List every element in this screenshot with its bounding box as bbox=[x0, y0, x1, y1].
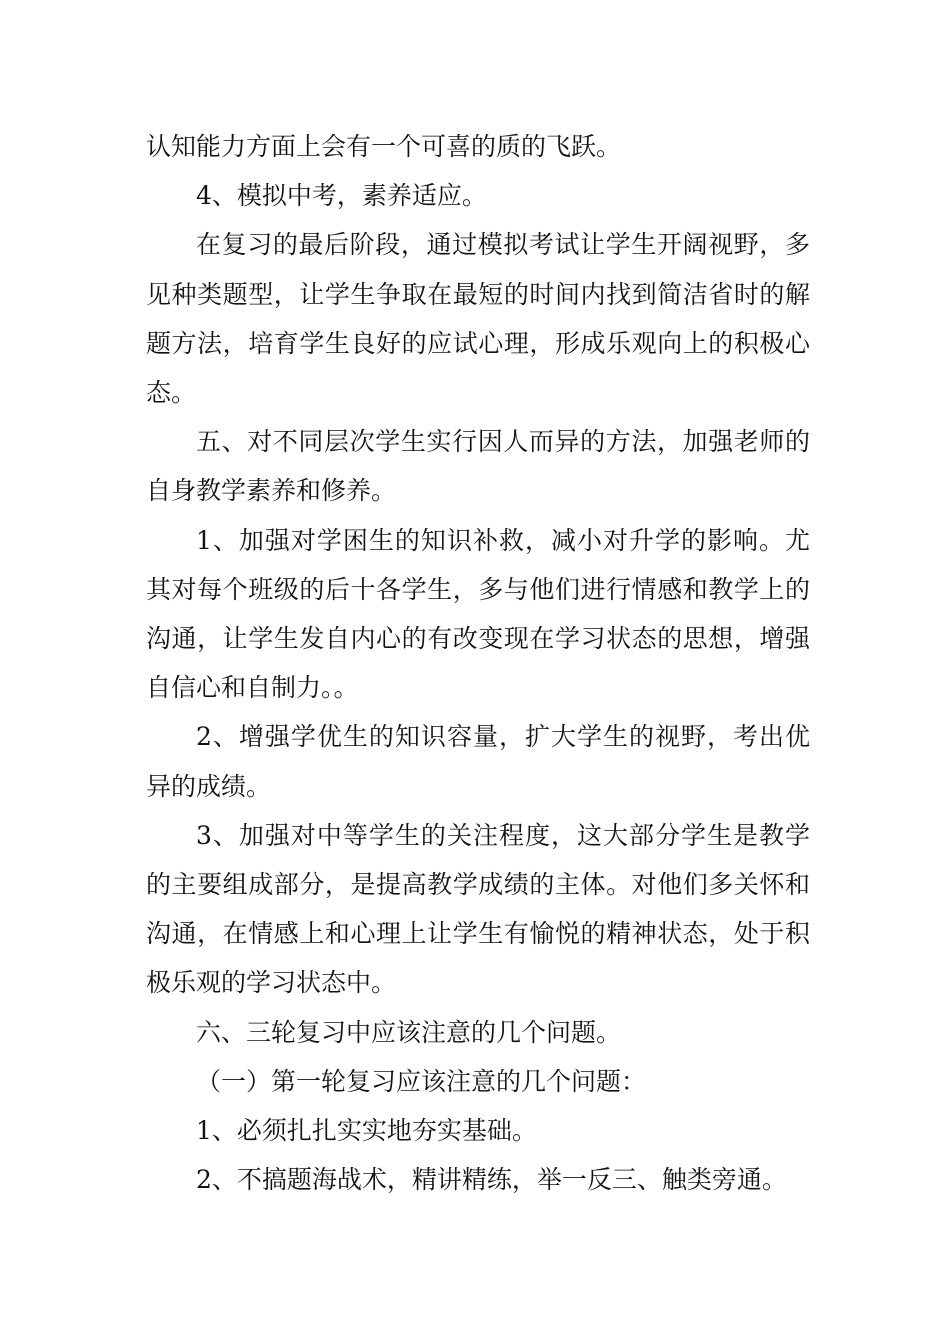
paragraph-item-3: 3、加强对中等学生的关注程度，这大部分学生是教学的主要组成部分，是提高教学成绩的主体。对他们多关怀和沟通，在情感上和心理上让学生有愉悦的精神状态，处于积极乐观的学习状态中。 bbox=[146, 820, 810, 998]
paragraph-mock-exam: 在复习的最后阶段，通过模拟考试让学生开阔视野，多见种类题型，让学生争取在最短的时间内找到简洁省时的解题方法，培育学生良好的应试心理，形成乐观向上的积极心态。 bbox=[146, 230, 810, 408]
paragraph-item-1: 1、加强对学困生的知识补救，减小对升学的影响。尤其对每个班级的后十各学生，多与他们进行情感和教学上的沟通，让学生发自内心的有改变现在学习状态的思想，增强自信心和自制力。。 bbox=[146, 525, 810, 703]
document-body bbox=[146, 122, 810, 1204]
section-six-heading: 六、三轮复习中应该注意的几个问题。 bbox=[196, 1017, 622, 1047]
section-five-heading: 五、对不同层次学生实行因人而异的方法，加强老师的自身教学素养和修养。 bbox=[146, 427, 810, 506]
subsection-one-heading: （一）第一轮复习应该注意的几个问题： bbox=[196, 1066, 647, 1096]
paragraph-continuation: 认知能力方面上会有一个可喜的质的飞跃。 bbox=[146, 132, 622, 161]
list-item-2: 2、不搞题海战术，精讲精练，举一反三、触类旁通。 bbox=[196, 1165, 787, 1195]
paragraph-item-4-heading: 4、模拟中考，素养适应。 bbox=[196, 181, 487, 211]
list-item-1: 1、必须扎扎实实地夯实基础。 bbox=[196, 1116, 537, 1146]
paragraph-item-2: 2、增强学优生的知识容量，扩大学生的视野，考出优异的成绩。 bbox=[146, 722, 810, 801]
